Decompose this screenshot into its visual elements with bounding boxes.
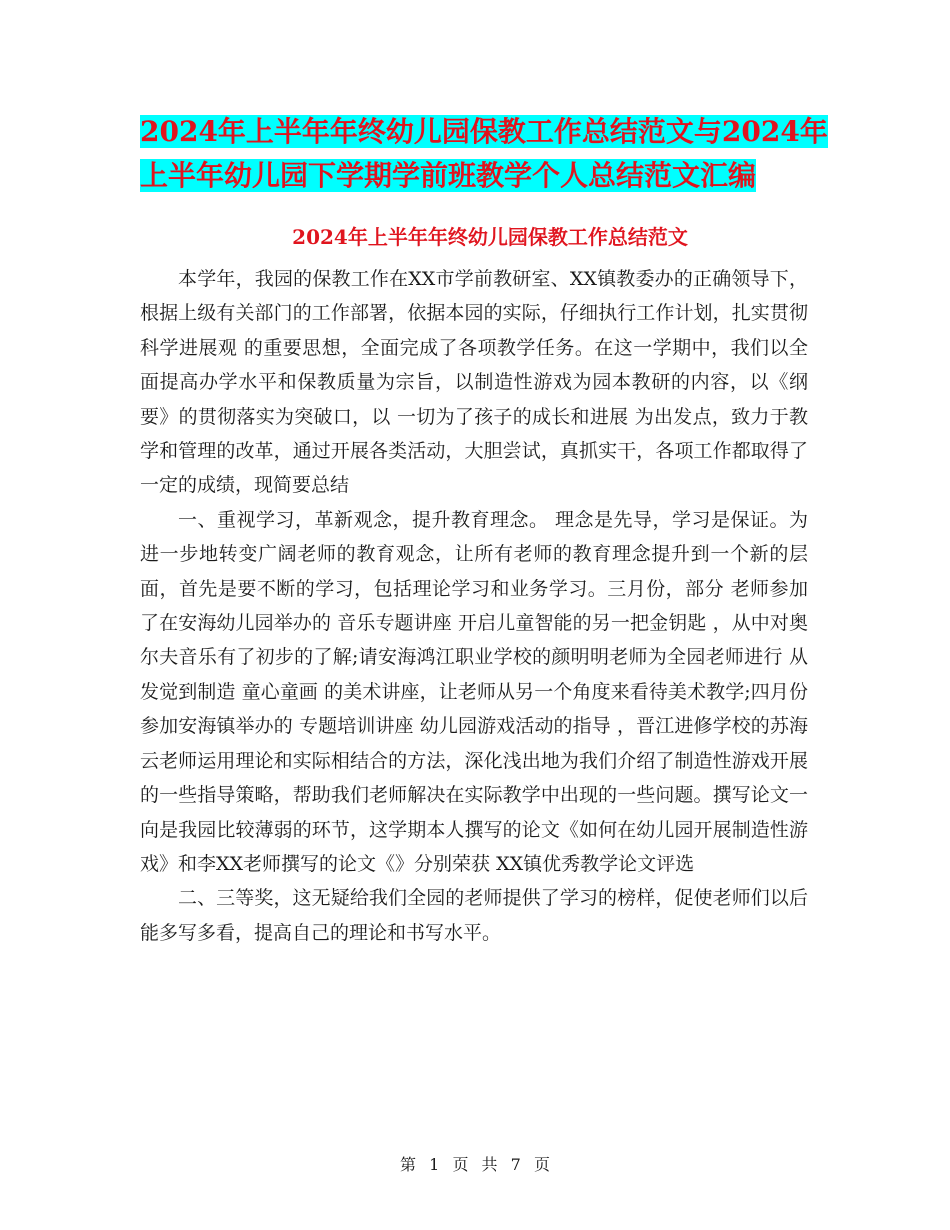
footer-label-page-unit: 页 (452, 1155, 469, 1174)
footer-label-total-unit: 页 (533, 1155, 550, 1174)
document-title-line-2 (140, 154, 840, 198)
document-title (140, 110, 840, 198)
footer-page-number: 1 (429, 1155, 440, 1174)
document-title-line-1 (140, 110, 840, 154)
document-body (140, 262, 808, 950)
section-title: 2024年上半年年终幼儿园保教工作总结范文 (292, 225, 688, 249)
paragraph-1: 本学年，我园的保教工作在XX市学前教研室、XX镇教委办的正确领导下，根据上级有关部门的工作部署，依据本园的实际，仔细执行工作计划，扎实贯彻 科学进展观 的重要思想，全面完成了各项教学任务。在这一学期中，我们以全面提高办学水平和保教质量为宗旨，以制造性游戏为园本教研的内容，以《纲要》的贯彻落实为突破口，以 一切为了孩子的成长和进展 为出发点，致力于教学和管理的改革，通过开展各类活动，大胆尝试，真抓实干，各项工作都取得了一定的成绩，现简要总结 (140, 268, 808, 497)
title-highlight-1: 2024年上半年年终幼儿园保教工作总结范文与2024年 (140, 115, 828, 148)
paragraph-3: 二、三等奖，这无疑给我们全园的老师提供了学习的榜样，促使老师们以后能多写多看，提高自己的理论和书写水平。 (140, 887, 808, 944)
footer-label-page: 第 (400, 1155, 417, 1174)
title-highlight-2: 上半年幼儿园下学期学前班教学个人总结范文汇编 (140, 159, 757, 192)
page-footer (0, 1152, 950, 1175)
paragraph-2: 一、重视学习，革新观念，提升教育理念。 理念是先导，学习是保证。为进一步地转变广阔老师的教育观念，让所有老师的教育理念提升到一个新的层面，首先是要不断的学习，包括理论学习和业务学习。三月份，部分 老师参加了在安海幼儿园举办的 音乐专题讲座 开启儿童智能的另一把金钥匙 ，从中对奥尔夫音乐有了初步的了解;请安海鸿江职业学校的颜明明老师为全园老师进行 从发觉到制造 童心童画 的美术讲座，让老师从另一个角度来看待美术教学;四月份参加安海镇举办的 专题培训讲座 幼儿园游戏活动的指导 ，晋江进修学校的苏海云老师运用理论和实际相结合的方法，深化浅出地为我们介绍了制造性游戏开展的一些指导策略，帮助我们老师解决在实际教学中出现的一些问题。撰写论文一向是我园比较薄弱的环节，这学期本人撰写的论文《如何在幼儿园开展制造性游戏》和李XX老师撰写的论文《》分别荣获 XX镇优秀教学论文评选 (140, 508, 808, 875)
footer-label-total: 共 (481, 1155, 498, 1174)
footer-total-pages: 7 (510, 1155, 521, 1174)
